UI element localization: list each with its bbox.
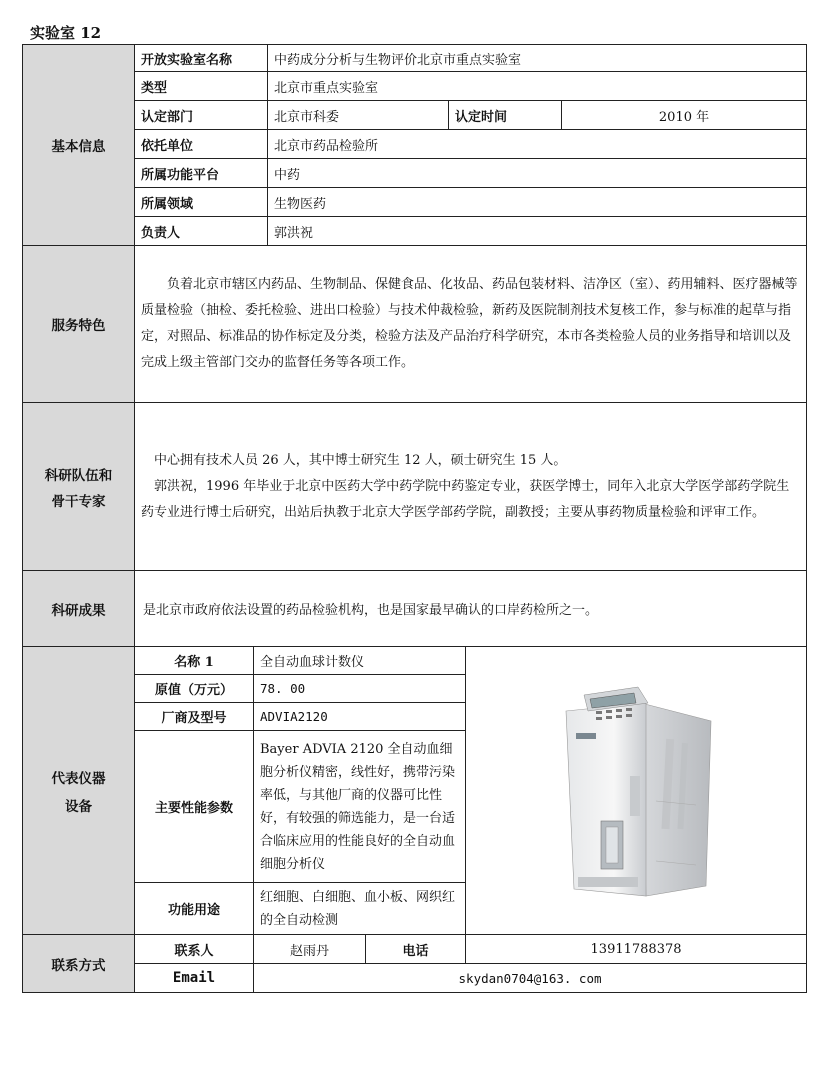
section-service: 服务特色 [23,246,135,403]
email-value[interactable]: skydan0704@163. com [254,964,807,993]
section-team [23,403,135,571]
type-label: 类型 [135,72,268,101]
equip-name-value: 全自动血球计数仪 [254,647,466,675]
equip-model-value: ADVIA2120 [254,703,466,731]
equip-name-label: 名称 1 [135,647,254,675]
section-equipment [23,647,135,935]
page-title: 实验室 12 [30,24,102,42]
field-label: 所属领域 [135,188,268,217]
dept-value: 北京市科委 [268,101,449,130]
lab-name-value: 中药成分分析与生物评价北京市重点实验室 [268,45,807,72]
contact-person-label: 联系人 [135,935,254,964]
section-basic-info: 基本信息 [23,45,135,246]
lab-info-table [22,44,807,993]
results-text: 是北京市政府依法设置的药品检验机构，也是国家最早确认的口岸药检所之一。 [135,571,807,647]
section-contact: 联系方式 [23,935,135,993]
lab-name-label: 开放实验室名称 [135,45,268,72]
type-value: 北京市重点实验室 [268,72,807,101]
host-value: 北京市药品检验所 [268,130,807,159]
host-label: 依托单位 [135,130,268,159]
equipment-photo [466,647,807,935]
equip-use-value: 红细胞、白细胞、血小板、网织红的全自动检测 [254,883,466,935]
equip-spec-value: Bayer ADVIA 2120 全自动血细胞分析仪精密，线性好，携带污染率低，与其他厂商的仪器可比性好，有较强的筛选能力，是一台适合临床应用的性能良好的全自动血细胞分析仪 [254,731,466,883]
equip-use-label: 功能用途 [135,883,254,935]
dept-label: 认定部门 [135,101,268,130]
contact-person-value: 赵雨丹 [254,935,366,964]
section-equipment-line1: 代表仪器 [51,770,106,787]
leader-value: 郭洪祝 [268,217,807,246]
blood-analyzer-icon [546,681,726,901]
team-description [135,403,807,571]
section-team-line1: 科研队伍和 [44,467,113,484]
equip-price-value: 78. 00 [254,675,466,703]
service-description [135,246,807,403]
email-label: Email [135,964,254,993]
leader-label: 负责人 [135,217,268,246]
equip-spec-label: 主要性能参数 [135,731,254,883]
section-team-line2: 骨干专家 [51,493,106,510]
field-value: 生物医药 [268,188,807,217]
section-results: 科研成果 [23,571,135,647]
service-text: 负着北京市辖区内药品、生物制品、保健食品、化妆品、药品包装材料、洁净区（室）、药用辅料、医疗器械等质量检验（抽检、委托检验、进出口检验）与技术仲裁检验，新药及医院制剂技术复核工作，参与标准的起草与指定，对照品、标准品的协作标定及分类，检验方法及产品治疗科学研究，本市各类检验人员的业务指导和培训以及完成上级主管部门交办的监督任务等各项工作。 [141,277,798,370]
equip-model-label: 厂商及型号 [135,703,254,731]
team-staff-text: 中心拥有技术人员 26 人，其中博士研究生 12 人，硕士研究生 15 人。 [154,452,567,468]
platform-label: 所属功能平台 [135,159,268,188]
team-expert-text: 郭洪祝，1996 年毕业于北京中医药大学中药学院中药鉴定专业，获医学博士，同年入北京大学医学部药学院生药专业进行博士后研究，出站后执教于北京大学医学部药学院，副教授；主要从事药物质量检验和评审工作。 [141,478,790,520]
platform-value: 中药 [268,159,807,188]
phone-value: 13911788378 [466,935,807,964]
cert-time-value: 2010 年 [562,101,807,130]
cert-time-label: 认定时间 [449,101,562,130]
equip-price-label: 原值（万元） [135,675,254,703]
section-equipment-line2: 设备 [65,798,92,815]
phone-label: 电话 [366,935,466,964]
